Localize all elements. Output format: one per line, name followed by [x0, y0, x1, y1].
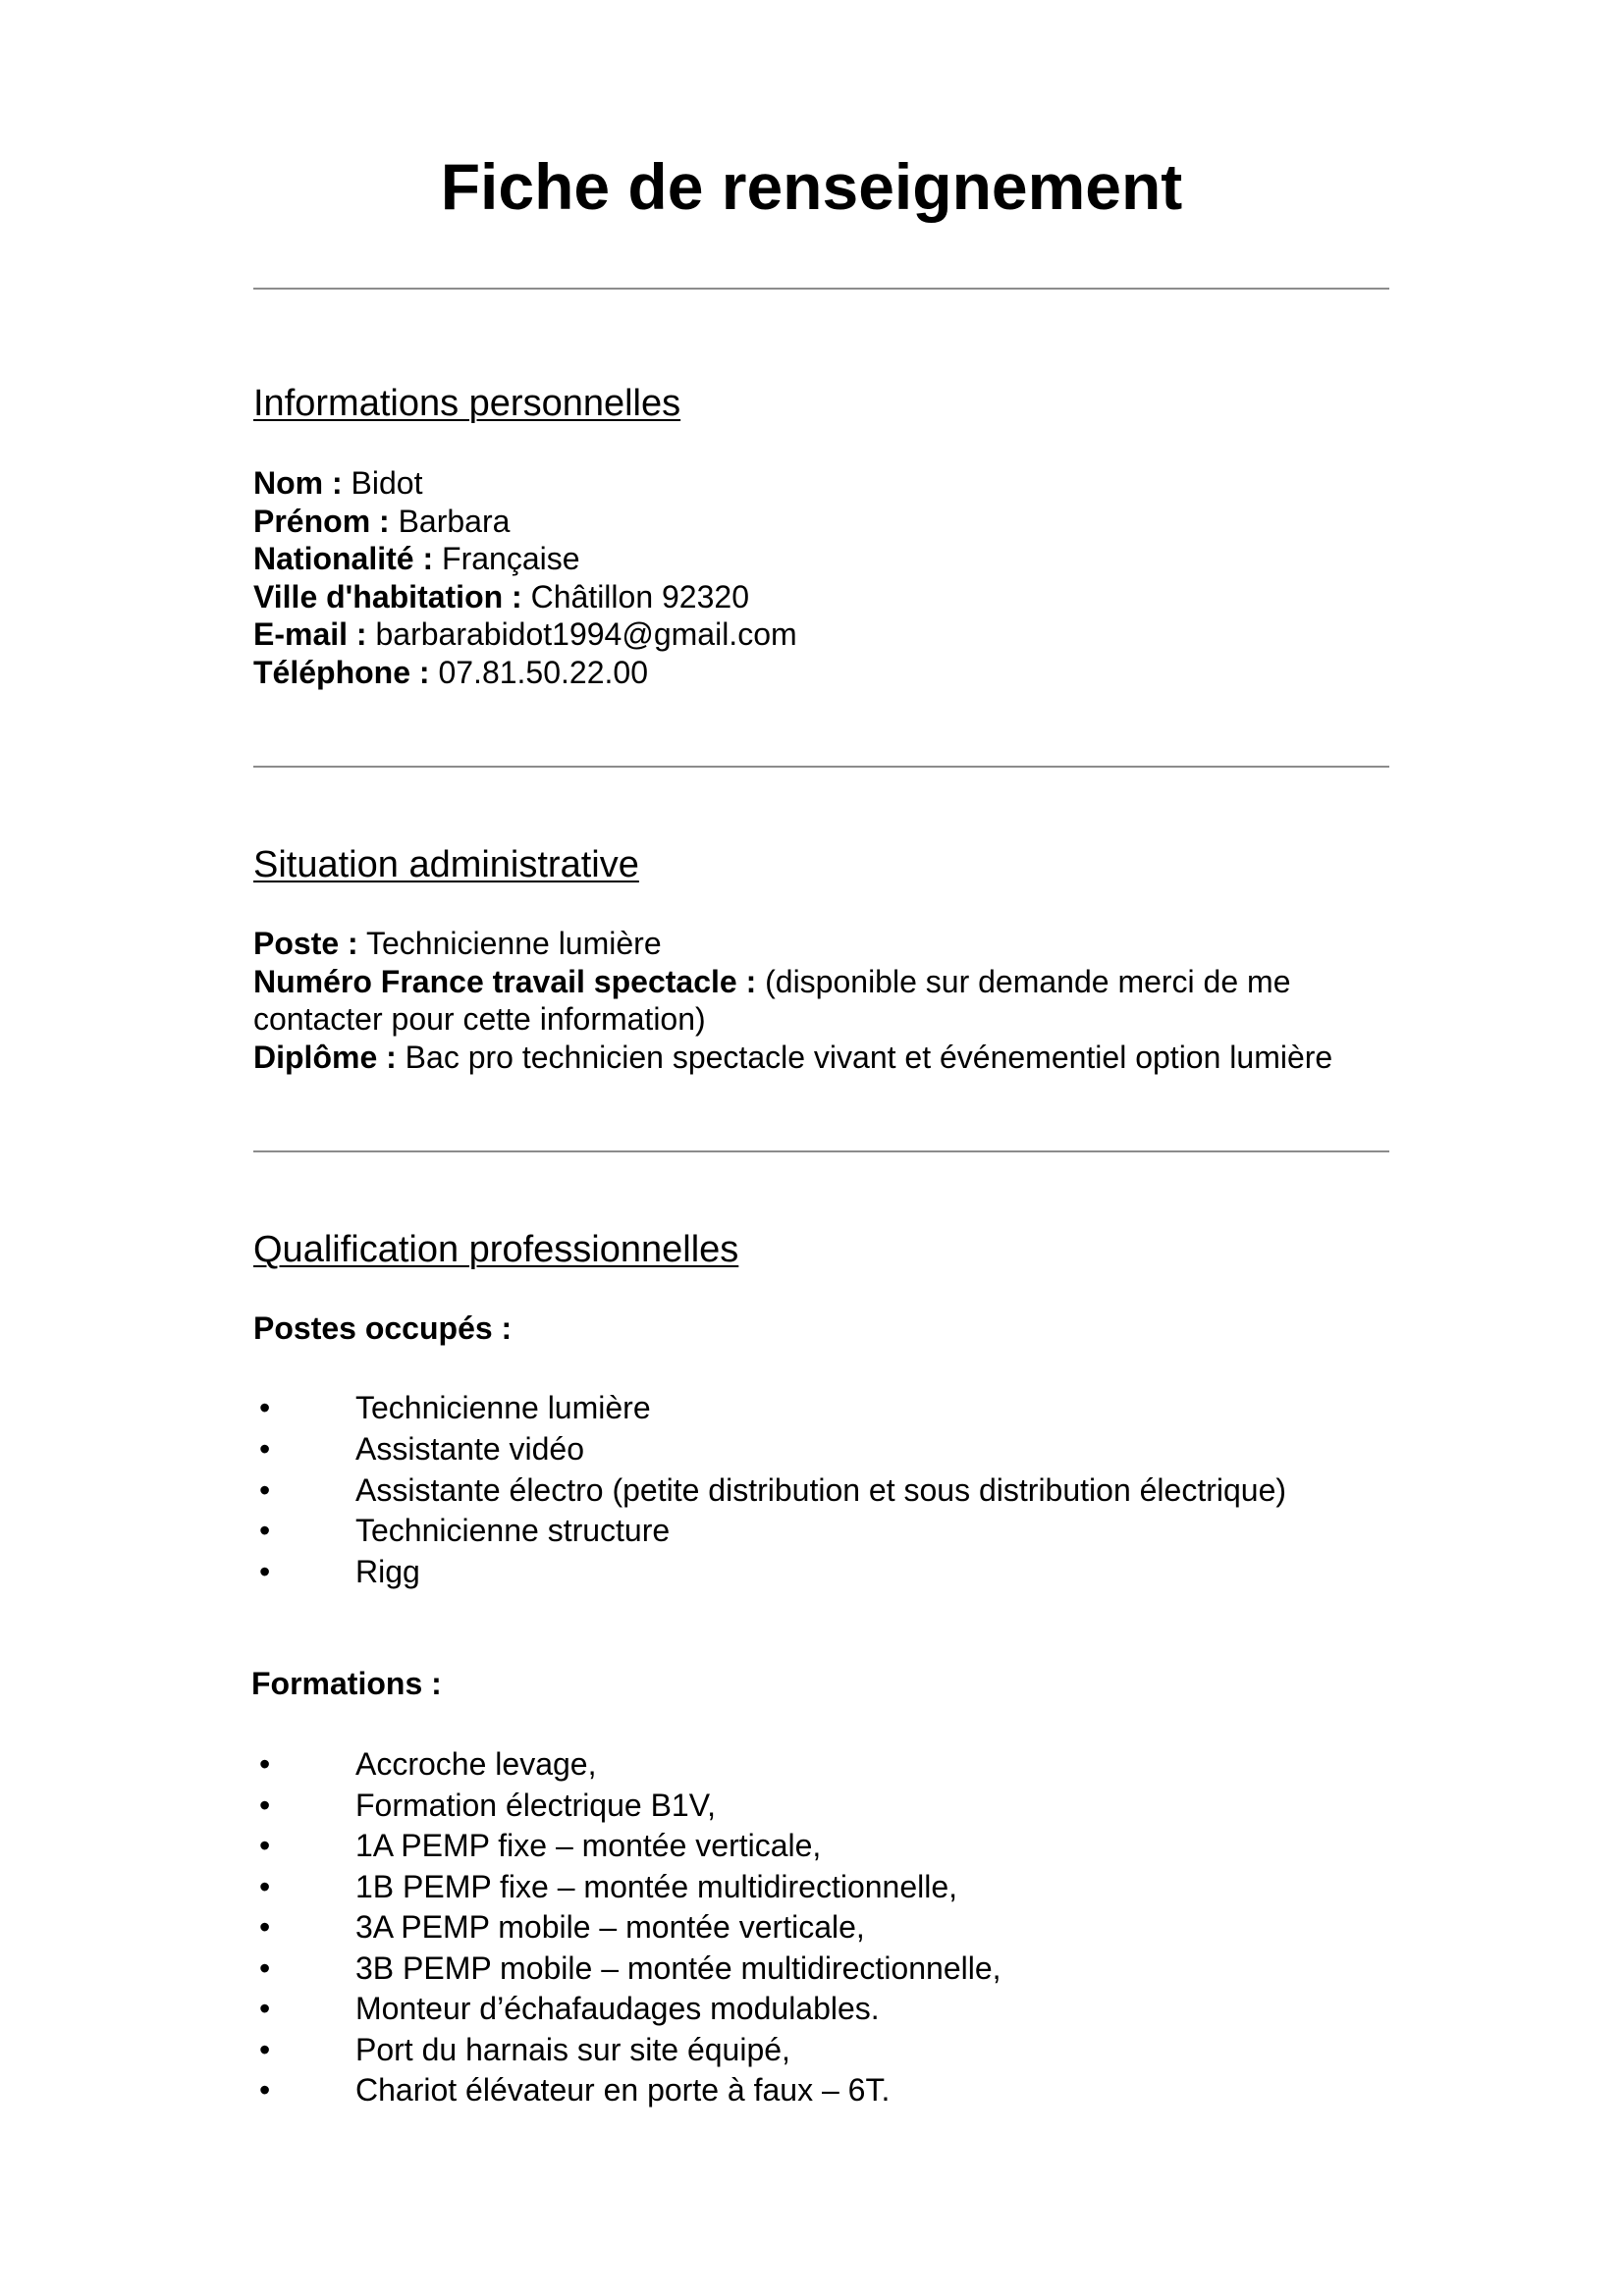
- field-value: (disponible sur demande merci de me contacter pour cette information): [253, 963, 1291, 1038]
- list-item: [253, 2070, 1001, 2111]
- list-item: [253, 1907, 1001, 1949]
- bullet-icon: •: [259, 1868, 271, 1904]
- list-item: [253, 1470, 1286, 1512]
- field-poste: [253, 925, 1412, 963]
- list-item: [253, 1949, 1001, 1990]
- field-nationalite: [253, 540, 1412, 578]
- bullet-icon: •: [259, 1949, 271, 1986]
- field-value: 07.81.50.22.00: [438, 654, 648, 690]
- bullet-icon: •: [259, 2031, 271, 2067]
- section-heading-personal: Informations personnelles: [253, 383, 681, 424]
- jobs-list: [253, 1388, 1286, 1593]
- list-item: [253, 2030, 1001, 2071]
- list-item-text: Assistante électro (petite distribution et sous distribution électrique): [355, 1471, 1287, 1508]
- list-item-text: Accroche levage,: [355, 1746, 597, 1782]
- field-value: Châtillon 92320: [530, 578, 749, 614]
- field-label: E-mail :: [253, 616, 367, 653]
- field-label: Diplôme :: [253, 1039, 397, 1075]
- field-value: Bidot: [351, 465, 423, 501]
- list-item: [253, 1826, 1001, 1867]
- administrative-fields: [253, 925, 1412, 1076]
- field-label: Nom :: [253, 465, 343, 501]
- field-label: Prénom :: [253, 503, 390, 539]
- list-item-text: Technicienne structure: [355, 1513, 671, 1549]
- field-ville: [253, 578, 1412, 616]
- list-item: [253, 1511, 1286, 1552]
- divider: [253, 766, 1389, 768]
- list-item-text: Assistante vidéo: [355, 1430, 585, 1467]
- field-value: Technicienne lumière: [366, 926, 662, 961]
- section-heading-administrative: Situation administrative: [253, 844, 639, 885]
- field-value: Bac pro technicien spectacle vivant et événementiel option lumière: [405, 1039, 1333, 1075]
- bullet-icon: •: [259, 1909, 271, 1945]
- jobs-heading: Postes occupés :: [253, 1310, 513, 1346]
- list-item: [253, 1989, 1001, 2030]
- field-label: Poste :: [253, 926, 358, 961]
- list-item-text: Technicienne lumière: [355, 1390, 651, 1425]
- bullet-icon: •: [259, 2072, 271, 2108]
- bullet-icon: •: [259, 1390, 271, 1425]
- field-diplome: [253, 1039, 1412, 1077]
- list-item: [253, 1786, 1001, 1827]
- divider: [253, 288, 1389, 290]
- bullet-icon: •: [259, 1554, 271, 1589]
- list-item: [253, 1744, 1001, 1786]
- list-item-text: 1A PEMP fixe – montée verticale,: [355, 1828, 822, 1863]
- field-label: Numéro France travail spectacle :: [253, 963, 757, 999]
- bullet-icon: •: [259, 1513, 271, 1549]
- field-telephone: [253, 654, 1412, 692]
- field-label: Ville d'habitation :: [253, 578, 522, 614]
- field-label: Téléphone :: [253, 654, 430, 690]
- list-item-text: Chariot élévateur en porte à faux – 6T.: [355, 2072, 891, 2108]
- list-item-text: Monteur d’échafaudages modulables.: [355, 1991, 880, 2026]
- list-item: [253, 1867, 1001, 1908]
- bullet-icon: •: [259, 1828, 271, 1863]
- list-item-text: Formation électrique B1V,: [355, 1787, 717, 1823]
- bullet-icon: •: [259, 1430, 271, 1467]
- document-title: Fiche de renseignement: [440, 150, 1183, 223]
- field-label: Nationalité :: [253, 541, 434, 577]
- list-item: [253, 1429, 1286, 1470]
- divider: [253, 1150, 1389, 1152]
- list-item-text: Port du harnais sur site équipé,: [355, 2031, 790, 2067]
- section-heading-qualification: Qualification professionnelles: [253, 1229, 739, 1270]
- bullet-icon: •: [259, 1991, 271, 2026]
- bullet-icon: •: [259, 1787, 271, 1823]
- list-item: [253, 1388, 1286, 1429]
- list-item-text: Rigg: [355, 1554, 420, 1589]
- personal-info-fields: [253, 464, 1412, 692]
- field-nom: [253, 464, 1412, 503]
- field-value: Barbara: [398, 503, 511, 539]
- field-value: Française: [442, 541, 580, 577]
- field-prenom: [253, 503, 1412, 541]
- bullet-icon: •: [259, 1746, 271, 1782]
- field-numero-france-travail: [253, 963, 1363, 1039]
- list-item-text: 1B PEMP fixe – montée multidirectionnelle,: [355, 1868, 958, 1904]
- list-item-text: 3B PEMP mobile – montée multidirectionnelle,: [355, 1949, 1001, 1986]
- field-value: barbarabidot1994@gmail.com: [375, 616, 797, 653]
- field-email: [253, 615, 1412, 654]
- list-item: [253, 1552, 1286, 1593]
- bullet-icon: •: [259, 1471, 271, 1508]
- trainings-heading: Formations :: [251, 1666, 442, 1701]
- list-item-text: 3A PEMP mobile – montée verticale,: [355, 1909, 865, 1945]
- trainings-list: [253, 1744, 1001, 2111]
